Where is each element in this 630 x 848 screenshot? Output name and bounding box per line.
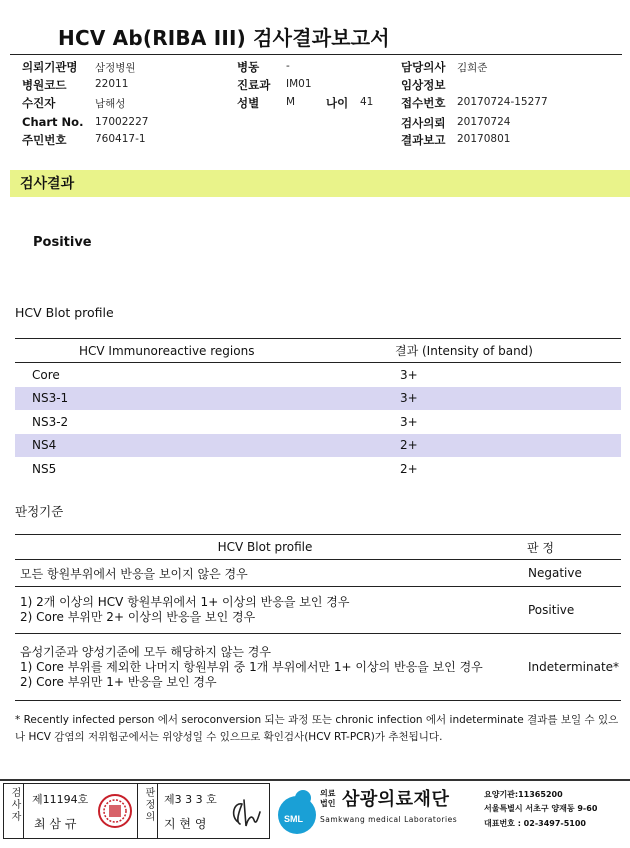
criteria-line: 2) Core 부위만 1+ 반응을 보인 경우 [20, 674, 217, 689]
criteria-table [15, 534, 621, 701]
footer-divider [0, 779, 630, 781]
judgement-cell: Indeterminate* [528, 660, 620, 674]
institution-value: 삼정병원 [95, 62, 136, 74]
table-row [15, 587, 621, 634]
column-header-judgement: 판 정 [527, 540, 554, 555]
criteria-line: 2) Core 부위만 2+ 이상의 반응을 보인 경우 [20, 610, 256, 624]
criteria-description [15, 634, 515, 701]
corp-type [320, 789, 335, 809]
intensity-cell: 3+ [400, 391, 418, 406]
address: 서울특별시 서초구 양재동 9-60 [484, 804, 598, 813]
age-value: 41 [360, 96, 374, 108]
report-date-label: 결과보고 [401, 133, 446, 147]
criteria-description [15, 587, 515, 634]
reviewer-label-cell [137, 784, 158, 838]
table-row [15, 410, 621, 434]
reviewer-label: 판정의 [143, 787, 154, 823]
hospital-code-value: 22011 [95, 78, 129, 90]
ward-value: - [286, 60, 290, 72]
institution-label: 의뢰기관명 [22, 60, 78, 74]
region-cell: NS4 [32, 438, 57, 453]
inspector-label: 검사자 [9, 787, 20, 823]
intensity-cell: 3+ [400, 414, 418, 429]
signature-box [3, 783, 270, 839]
reviewer-name: 지 현 영 [164, 817, 207, 831]
chart-number-label: Chart No. [22, 115, 84, 129]
column-header-profile: HCV Blot profile [217, 540, 313, 554]
resident-id-label: 주민번호 [22, 133, 67, 147]
reviewer-license: 제3 3 3 호 [164, 793, 217, 806]
table-header-row [15, 339, 621, 363]
region-cell: NS5 [32, 461, 57, 476]
receipt-number-value: 20170724-15277 [457, 96, 548, 108]
judgement-cell: Positive [528, 603, 575, 617]
region-cell: NS3-1 [32, 391, 69, 406]
corp-type-bottom: 법인 [320, 799, 336, 808]
criteria-line: 1) 2개 이상의 HCV 항원부위에서 1+ 이상의 반응을 보인 경우 [20, 595, 350, 609]
signature-icon [224, 792, 262, 830]
blot-profile-table [15, 338, 621, 481]
request-date-value: 20170724 [457, 116, 511, 128]
resident-id-value: 760417-1 [95, 133, 146, 145]
result-section-title: 검사결과 [20, 176, 75, 192]
column-header-result: 결과 (Intensity of band) [395, 339, 621, 363]
report-date-value: 20170801 [457, 133, 511, 145]
table-header-row [15, 535, 621, 560]
table-row [15, 560, 621, 587]
criteria-line: 1) Core 부위를 제외한 나머지 항원부위 중 1개 부위에서만 1+ 이상의 반응을 보인 경우 [20, 659, 483, 674]
examinee-value: 남해성 [95, 98, 126, 110]
doctor-label: 담당의사 [401, 60, 446, 74]
doctor-value: 김희준 [457, 62, 488, 74]
region-cell: Core [32, 367, 60, 382]
title-divider [10, 54, 622, 55]
age-label: 나이 [326, 96, 349, 110]
inspector-license: 제11194호 [32, 793, 89, 806]
inspector-name: 최 삼 규 [34, 817, 77, 831]
hospital-code-label: 병원코드 [22, 78, 67, 92]
criteria-line: 음성기준과 양성기준에 모두 해당하지 않는 경우 [20, 644, 271, 659]
table-row [15, 387, 621, 411]
department-value: IM01 [286, 78, 312, 90]
corp-name: 삼광의료재단 [342, 789, 450, 810]
judgement-cell: Negative [528, 566, 582, 580]
criteria-description: 모든 항원부위에서 반응을 보이지 않은 경우 [20, 566, 248, 581]
sex-value: M [286, 96, 296, 108]
request-date-label: 검사의뢰 [401, 116, 446, 130]
intensity-cell: 2+ [400, 461, 418, 476]
department-label: 진료과 [237, 78, 271, 92]
report-title: HCV Ab(RIBA III) 검사결과보고서 [58, 26, 390, 50]
clinical-info-label: 임상정보 [401, 78, 446, 92]
blot-profile-title: HCV Blot profile [15, 305, 114, 320]
region-cell: NS3-2 [32, 414, 69, 429]
inspector-label-cell [4, 784, 24, 838]
sex-label: 성별 [237, 96, 260, 110]
corp-type-top: 의료 [320, 789, 336, 798]
footnote: * Recently infected person 에서 seroconversion 되는 과정 또는 chronic infection 에서 indeterminate 결과를 보일 수 있으나 HCV 감염의 저위험군에서는 위양성일 수 있으므로 확인검사(HCV RT-PCR)가 추천됩니다. [15, 714, 619, 743]
phone-number: 대표번호 : 02-3497-5100 [484, 819, 586, 828]
ward-label: 병동 [237, 60, 260, 74]
intensity-cell: 3+ [400, 367, 418, 382]
sml-logo-icon [272, 788, 318, 834]
corp-english-name: Samkwang medical Laboratories [320, 815, 458, 824]
overall-result: Positive [33, 235, 92, 250]
logo-badge-text: SML [284, 814, 303, 824]
criteria-title: 판정기준 [15, 504, 64, 519]
inspector-seal-icon [97, 793, 133, 829]
table-row [15, 457, 621, 481]
examinee-label: 수진자 [22, 96, 56, 110]
intensity-cell: 2+ [400, 438, 418, 453]
table-row [15, 363, 621, 387]
chart-number-value: 17002227 [95, 116, 149, 128]
receipt-number-label: 접수번호 [401, 96, 446, 110]
table-row [15, 434, 621, 458]
column-header-region: HCV Immunoreactive regions [15, 339, 395, 363]
agency-code: 요양기관:11365200 [484, 790, 563, 799]
table-row [15, 634, 621, 701]
result-section-header [10, 170, 630, 197]
